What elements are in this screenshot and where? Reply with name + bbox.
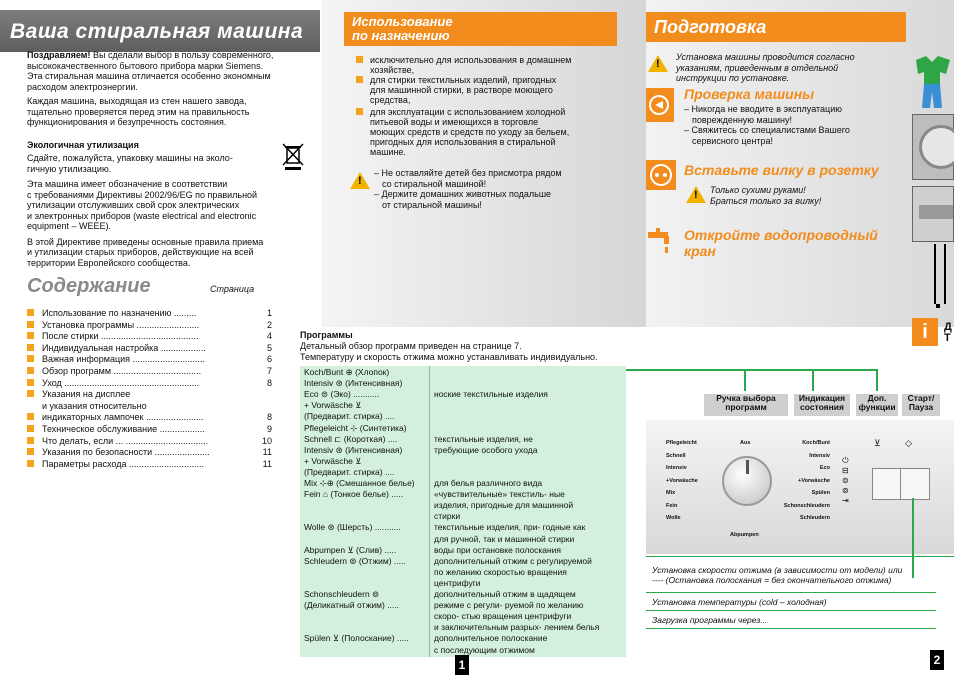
pointer-line <box>934 244 936 304</box>
connector-line <box>876 369 878 391</box>
toc-item-page <box>260 389 272 399</box>
sub-line: Температуру и скорость отжима можно устанавливать индивидуально. <box>300 351 598 362</box>
program-name: Intensiv ⊛ (Интенсивная) <box>304 379 403 389</box>
dial-program-label: Eco <box>819 465 830 471</box>
label-program-dial <box>704 394 788 416</box>
dial-program-label: Intensiv <box>666 465 687 471</box>
intended-use-bullets <box>370 55 610 165</box>
intended-use-line: средства, <box>370 95 411 105</box>
programs-heading: Программы <box>300 330 353 340</box>
pointer-line <box>944 244 946 304</box>
program-description: и заключительным разрых- лением белья <box>434 623 600 633</box>
toc-page-label: Страница <box>210 284 255 294</box>
label-line: Ручка выбора <box>716 393 776 403</box>
check-machine-title: Проверка машины <box>684 86 815 102</box>
warning-icon: ! <box>648 55 668 72</box>
legend-line <box>646 592 936 593</box>
dial-program-label: +Vorwäsche <box>666 477 698 484</box>
toc-item[interactable] <box>27 378 272 388</box>
bullet-square <box>27 413 34 420</box>
intended-use-item <box>370 55 610 75</box>
dial-program-label: Mix <box>666 490 676 496</box>
program-description: дополнительный отжим в щадящем <box>434 590 576 599</box>
dial-label-drain: Abpumpen <box>730 532 759 538</box>
spin-icon: ⊚ <box>842 486 849 495</box>
toc-item-page: 11 <box>262 458 272 469</box>
page-number-1: 1 <box>455 655 469 675</box>
rinse-stop-icon: ⊻ <box>874 438 881 448</box>
info-icon: i <box>912 318 938 346</box>
para-line: тщательно проверяется перед этим на правильность <box>27 106 250 117</box>
legend-spin: Установка скорости отжима (в зависимости от модели) или <box>652 565 903 575</box>
program-name: Mix ⊹⊕ (Смешанное белье) <box>304 479 415 488</box>
program-name: Schonschleudern ⊚ <box>304 590 380 599</box>
intended-use-line: питьевой воды и имеющихся в торговле <box>370 117 539 127</box>
eco-line: утилизации отслуживших свой срок электрических <box>27 200 240 210</box>
eco-line: и утилизации старых приборов, действующие на всей <box>27 247 254 257</box>
bullet-square <box>27 437 34 444</box>
bullet-square <box>27 448 34 455</box>
dial-program-label: Schonschleudern <box>783 502 830 509</box>
toc-item[interactable] <box>27 331 272 341</box>
eco-line: В этой Директиве приведены основные правила приема <box>27 236 264 247</box>
program-name: Koch/Bunt ⊕ (Хлопок) <box>304 368 390 377</box>
label-status-indicator <box>794 394 850 416</box>
toc-item[interactable] <box>27 308 272 318</box>
start-pause-button[interactable] <box>900 468 930 500</box>
intended-use-line: пригодных для использования в стиральной <box>370 137 556 147</box>
eco-text <box>27 153 267 268</box>
power-icon: ⏻ <box>842 456 849 465</box>
detergent-drawer-illustration <box>912 186 954 242</box>
toc-title: Содержание <box>27 275 151 297</box>
legend-temperature: Установка температуры (cold – холодная) <box>652 597 827 607</box>
program-name: + Vorwäsche ⊻ <box>304 456 362 466</box>
sub-line: Детальный обзор программ приведен на странице 7. <box>300 341 522 351</box>
tap-line: Откройте водопроводный <box>684 227 878 243</box>
program-name: Fein ⌂ (Тонкое белье) ..... <box>304 490 404 500</box>
install-line: указаниям, приведенным в отдельной <box>676 62 839 73</box>
check-line: сервисного центра! <box>692 135 774 146</box>
toc-item-page: 11 <box>262 447 272 458</box>
info-side-line: Д <box>944 321 952 333</box>
bullet-square <box>27 460 34 467</box>
dial-program-label: Schleudern <box>800 515 830 521</box>
intended-use-line: для эксплуатации с использованием холодной <box>370 107 566 117</box>
legend-line <box>646 610 936 611</box>
program-description: требующие особого ухода <box>434 445 538 455</box>
install-note <box>676 52 886 84</box>
rinse-icon: ⊜ <box>842 476 849 485</box>
program-name: Schnell ⊏ (Короткая) .... <box>304 434 398 444</box>
bullet-square <box>356 76 363 83</box>
title-line: по назначению <box>352 28 450 43</box>
intended-use-item <box>370 107 610 157</box>
program-description: стирки <box>434 512 461 522</box>
check-line: – Свяжитесь со специалистами Вашего <box>684 125 850 135</box>
intro-line: Эта стиральная машина отличается особенно экономным <box>27 71 271 81</box>
plug-line: Только сухими руками! <box>710 185 806 195</box>
toc-item[interactable] <box>27 436 272 446</box>
dial-program-label: Fein <box>666 502 678 509</box>
label-line: Доп. <box>867 393 887 403</box>
dial-program-label: Wolle <box>666 515 681 521</box>
plug-line: Браться только за вилку! <box>710 195 822 206</box>
eco-line: территории Европейского сообщества. <box>27 257 191 268</box>
title-line: Использование <box>352 14 453 29</box>
para-line: функционирования и безупречность состояния. <box>27 117 227 127</box>
program-description: с последующим отжимом <box>434 645 535 655</box>
label-line: Индикация <box>798 393 846 403</box>
legend-line <box>646 628 936 629</box>
toc-item-page: 8 <box>266 377 272 388</box>
program-name: (Деликатный отжим) ..... <box>304 601 399 611</box>
label-line: Старт/ <box>907 393 935 403</box>
warning-icon: ! <box>686 186 706 203</box>
intended-use-line: исключительно для использования в домашнем <box>370 55 572 65</box>
eco-line: с требованиями Директивы 2002/96/EG по правильной <box>27 189 258 200</box>
water-tap-icon <box>646 226 676 256</box>
program-description: для ручной, так и машинной стирки <box>434 534 575 544</box>
toc-item[interactable] <box>27 354 272 364</box>
toc-item-label: Параметры расхода .............................. <box>42 458 204 469</box>
eco-title: Экологичная утилизация <box>27 140 139 150</box>
program-description: изделия, пригодные для машинной <box>434 501 574 511</box>
dial-label-off: Aus <box>740 440 751 446</box>
bullet-square <box>27 367 34 374</box>
weee-bin-icon <box>282 142 304 170</box>
toc-item-page: 10 <box>261 435 272 446</box>
program-description: центрифуги <box>434 578 481 588</box>
bullet-square <box>356 108 363 115</box>
program-name: Intensiv ⊛ (Интенсивная) <box>304 445 403 455</box>
program-description: дополнительное полоскание <box>434 634 548 644</box>
program-name: (Предварит. стирка) .... <box>304 467 395 477</box>
bullet-square <box>27 355 34 362</box>
intended-use-item <box>370 75 610 105</box>
warn-line: со стиральной машиной! <box>382 178 487 189</box>
dial-program-label: Intensiv <box>809 452 830 459</box>
dial-pointer <box>746 460 749 474</box>
program-name: Abpumpen ⊻ (Слив) ..... <box>304 545 397 555</box>
bullet-square <box>27 390 34 397</box>
connector-line <box>744 369 746 391</box>
toc-item[interactable] <box>27 459 272 469</box>
program-description: воды при остановке полоскания <box>434 545 562 555</box>
page-title-your-machine: Ваша стиральная машина <box>0 10 320 52</box>
intended-use-line: машине. <box>370 147 406 157</box>
program-name: Eco ⊜ (Эко) ........... <box>304 390 380 400</box>
toc-item-page: 4 <box>266 331 272 342</box>
door-ring <box>919 125 954 169</box>
open-tap-title <box>684 227 878 259</box>
dial-program-label: Pflegeleicht <box>666 440 697 446</box>
program-name: Wolle ⊛ (Шерсть) ........... <box>304 523 401 533</box>
toc-item[interactable] <box>27 424 272 434</box>
label-line: функции <box>858 402 896 412</box>
toc-item-label: Установка программы ......................... <box>42 319 200 330</box>
intended-use-line: хозяйстве, <box>370 65 415 75</box>
toc-item-label: После стирки ....................................... <box>42 331 199 342</box>
dial-right-labels <box>768 440 830 530</box>
dial-program-label: Spülen <box>811 490 830 496</box>
eco-line: Сдайте, пожалуйста, упаковку машины на эколо- <box>27 153 233 163</box>
eco-line: гичную утилизацию. <box>27 163 112 174</box>
toc-item-label: Что делать, если ... ................................. <box>42 435 209 446</box>
extra-function-button[interactable] <box>872 468 902 500</box>
check-text <box>27 96 317 128</box>
intended-use-line: моющих средств и средств по уходу за бельем, <box>370 127 570 137</box>
intro-line: высококачественного бытового прибора марки Siemens. <box>27 60 264 71</box>
toc-item-page: 2 <box>266 319 272 330</box>
left-column <box>0 0 322 675</box>
end-icon: ⇥ <box>842 496 849 505</box>
plug-in-text <box>710 185 821 206</box>
toc-item-page: 6 <box>266 354 272 365</box>
toc-item-label: Индивидуальная настройка .................. <box>42 342 206 353</box>
program-description: по желанию скоростью вращения <box>434 567 567 577</box>
toc-item-page <box>260 401 272 411</box>
status-indicator-column <box>842 456 849 506</box>
toc-item-label: и указания относительно <box>42 400 147 411</box>
clothes-illustration <box>912 52 954 112</box>
legend-rinse-stop: ---- (Остановка полоскания = без окончательного отжима) <box>652 575 892 585</box>
plug-socket-icon <box>646 160 676 190</box>
intended-use-title <box>344 12 617 46</box>
legend-top-line <box>646 556 954 557</box>
program-description: «чувствительные» текстиль- ные <box>434 490 565 500</box>
program-description: режиме с регули- руемой по желанию <box>434 601 584 611</box>
intended-use-line: для машинной стирки, в растворе моющего <box>370 85 553 95</box>
program-description: дополнительный отжим с регулируемой <box>434 556 592 566</box>
toc-item-page: 7 <box>266 366 272 376</box>
toc-item-page: 8 <box>266 412 272 423</box>
bullet-square <box>356 56 363 63</box>
warning-icon: ! <box>350 172 370 189</box>
label-start-pause <box>902 394 940 416</box>
label-line: состояния <box>800 402 844 412</box>
label-line: программ <box>725 402 767 412</box>
toc-item-label: Уход ...................................................... <box>42 377 200 388</box>
check-line: – Никогда не вводите в эксплуатацию <box>684 104 842 114</box>
label-extra-functions <box>856 394 898 416</box>
program-description: текстильные изделия, при- годные как <box>434 523 586 533</box>
program-description: скоро- стью вращения центрифуги <box>434 612 572 622</box>
bullet-square <box>27 321 34 328</box>
dial-program-label: +Vorwäsche <box>798 477 830 484</box>
eco-line: Эта машина имеет обозначение в соответствии <box>27 179 228 189</box>
start-diamond-icon: ◇ <box>905 438 912 448</box>
toc-item-label: Важная информация ............................. <box>42 354 206 365</box>
machine-door-illustration <box>912 114 954 180</box>
toc-item[interactable] <box>27 343 272 353</box>
toc-item-label: Указания по безопасности ...................... <box>42 447 210 458</box>
toc-item[interactable] <box>27 447 272 457</box>
program-name: Spülen ⊻ (Полоскание) ..... <box>304 634 409 644</box>
intro-line: Вы сделали выбор в пользу современного, <box>92 50 274 60</box>
eco-line: и электронных приборов (waste electrical and electronic <box>27 210 257 221</box>
intended-use-line: для стирки текстильных изделий, пригодных <box>370 75 557 85</box>
bullet-square <box>27 332 34 339</box>
toc-item-page: 9 <box>266 424 272 434</box>
program-name: + Vorwäsche ⊻ <box>304 401 362 411</box>
programs-table <box>300 366 626 657</box>
program-name: (Предварит. стирка) .... <box>304 412 395 422</box>
toc-item[interactable] <box>27 412 272 422</box>
toc-item[interactable] <box>27 389 272 399</box>
connector-line <box>812 369 814 391</box>
label-line: Пауза <box>908 402 934 412</box>
program-name: Schleudern ⊚ (Отжим) ..... <box>304 556 406 566</box>
toc-item-page: 5 <box>266 342 272 353</box>
program-selector-dial[interactable] <box>722 456 772 506</box>
info-side-text <box>944 322 952 344</box>
toc-item[interactable] <box>27 366 272 376</box>
inspect-machine-icon <box>646 88 674 122</box>
bullet-square <box>27 344 34 351</box>
toc-list <box>27 308 277 488</box>
intro-bold: Поздравляем! <box>27 50 91 60</box>
program-description: ноские текстильные изделия <box>434 390 548 400</box>
program-name: Pflegeleicht ⊹ (Синтетика) <box>304 423 407 433</box>
intro-line: расходом электроэнергии. <box>27 81 138 92</box>
table-divider <box>429 366 430 657</box>
warning-children-text <box>374 168 614 210</box>
toc-item-label: Техническое обслуживание .................. <box>42 424 205 434</box>
connector-line <box>626 369 876 371</box>
page-number-2: 2 <box>930 650 944 670</box>
toc-item-label: Указания на дисплее <box>42 389 131 400</box>
dial-left-labels <box>666 440 722 530</box>
intro-text <box>27 50 317 92</box>
para-line: Каждая машина, выходящая из стен нашего завода, <box>27 96 247 106</box>
info-side-line: Т <box>944 332 951 344</box>
drawer-slot <box>919 205 953 219</box>
eco-line: equipment – WEEE). <box>27 221 112 231</box>
program-description: для белья различного вида <box>434 479 543 488</box>
plug-in-title: Вставьте вилку в розетку <box>684 162 879 178</box>
toc-item[interactable] <box>27 401 272 411</box>
dial-program-label: Koch/Bunt <box>802 440 830 446</box>
bullet-square <box>27 309 34 316</box>
program-description: текстильные изделия, не <box>434 434 533 444</box>
programs-subtitle <box>300 341 640 362</box>
toc-item[interactable] <box>27 320 272 330</box>
pointer-dot <box>936 304 940 308</box>
install-line: инструкции по установке. <box>676 73 790 83</box>
toc-item-label: Использование по назначению ......... <box>42 308 197 318</box>
warn-line: – Держите домашних животных подальше <box>374 189 552 199</box>
connector-line <box>912 498 914 578</box>
toc-item-label: индикаторных лампочек ....................... <box>42 412 204 423</box>
drum-icon: ⊟ <box>842 466 849 475</box>
bullet-square <box>27 425 34 432</box>
bullet-square <box>27 379 34 386</box>
dial-program-label: Schnell <box>666 452 686 459</box>
warn-line: – Не оставляйте детей без присмотра рядом <box>374 168 562 178</box>
toc-item-label: Обзор программ ................................... <box>42 366 202 376</box>
preparation-title: Подготовка <box>646 12 906 42</box>
tap-line: кран <box>684 243 716 259</box>
check-machine-text <box>684 104 894 146</box>
check-line: поврежденную машину! <box>692 114 792 125</box>
warn-line: от стиральной машины! <box>382 199 482 210</box>
install-line: Установка машины проводится согласно <box>676 52 855 62</box>
legend-delay: Загрузка программы через... <box>652 615 768 625</box>
toc-item-page: 1 <box>266 308 272 318</box>
